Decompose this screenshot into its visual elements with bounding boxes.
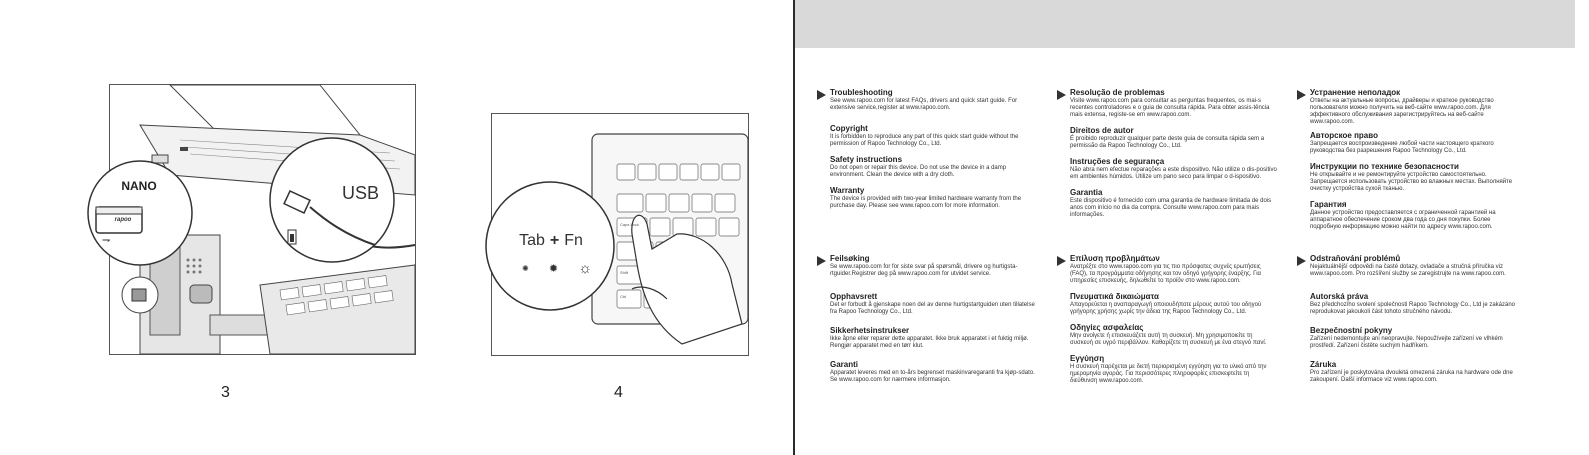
- usb-symbol-icon: ⇁: [102, 235, 111, 246]
- heading-opphavsrett: Opphavsrett: [830, 292, 878, 301]
- bullet-arrow-icon: [817, 90, 826, 100]
- text-odigies: Μην ανοίγετε ή επισκευάζετε αυτή τη συσκευή. Μη χρησιμοποιείτε τη συσκευή σε υγρό περιβάλλον. Καθαρίζετε τη συσκευή με ένα στεγνό πανί.: [1070, 333, 1267, 346]
- heading-copyright: Copyright: [830, 124, 868, 133]
- heading-ustranenie: Устранение неполадок: [1310, 88, 1401, 97]
- bullet-arrow-icon: [1057, 256, 1066, 266]
- text-safety: Do not open or repair this device. Do not use the device in a damp environment. Clean the device with a dry cloth.: [830, 165, 1007, 178]
- bullet-arrow-icon: [817, 256, 826, 266]
- page-number-4: 4: [614, 384, 623, 401]
- usb-label: USB: [342, 183, 380, 203]
- text-odstranovani: Nejaktuálnější odpovědi na časté dotazy, ovladače a stručná příručka viz www.rapoo.com. Pro rozšíření služby se zaregistrujte na www.rapoo.com.: [1310, 264, 1506, 277]
- text-resolucao: Visite www.rapoo.com para consultar as perguntas frequentes, os mai-s recentes controladores e o guia de consulta rápida. Para obter assis-tência mais extensa, registe-se em www.rapoo.com.: [1070, 98, 1270, 118]
- heading-safety: Safety instructions: [830, 155, 903, 164]
- text-avtorskoe: Запрещается воспроизведение любой части настоящего краткого руководства без разрешения Rapoo Technology Co., Ltd.: [1310, 141, 1494, 154]
- heading-pnevmatika: Πνευματικά δικαιώματα: [1070, 292, 1159, 301]
- text-warranty: The device is provided with two-year limited hardware warranty from the purchase day. Please see www.rapoo.com for more information.: [830, 196, 1022, 209]
- heading-instrucoes: Instruções de segurança: [1070, 157, 1165, 166]
- bullet-arrow-icon: [1297, 90, 1306, 100]
- heading-garantiya: Гарантия: [1310, 200, 1347, 209]
- text-instrucoes: Não abra nem efectue reparações a este dispositivo. Não utilize o dis-positivo em ambientes húmidos. Utilize um pano seco para limpar o d-ispositivo.: [1070, 167, 1277, 180]
- key-caps-lock: Caps Lock: [620, 222, 639, 227]
- shortcut-combo: [492, 232, 610, 250]
- heading-odstranovani: Odstraňování problémů: [1310, 254, 1401, 263]
- heading-odigies: Οδηγίες ασφαλείας: [1070, 323, 1144, 332]
- heading-direitos: Direitos de autor: [1070, 126, 1134, 135]
- heading-instrukcii: Инструкции по технике безопасности: [1310, 162, 1459, 171]
- heading-garanti: Garanti: [830, 360, 859, 369]
- heading-troubleshooting: Troubleshooting: [830, 88, 893, 97]
- text-autorska: Bez předchozího svolení společnosti Rapoo Technology Co., Ltd je zakázáno reprodukovat jakoukoli část tohoto stručného návodu.: [1310, 302, 1516, 315]
- text-troubleshooting: See www.rapoo.com for latest FAQs, drivers and quick start guide. For extensive service,register at www.rapoo.com.: [830, 98, 1018, 111]
- figure-backlight-shortcut: [491, 113, 749, 356]
- bullet-arrow-icon: [1297, 256, 1306, 266]
- key-shift: Shift: [620, 270, 629, 275]
- heading-feilsoking: Feilsøking: [830, 254, 870, 263]
- text-sikkerhet: Ikke åpne eller reparer dette apparatet. Ikke bruk apparatet i et fuktig miljø. Rengjør apparatet med en tørr klut.: [830, 336, 1029, 349]
- fn-key-label: Fn: [564, 232, 583, 249]
- text-bezpecnostni: Zařízení nedemontujte ani neopravujte. Nepoužívejte zařízení ve vlhkém prostředí. Zařízení čistěte suchým hadříkem.: [1310, 336, 1503, 349]
- heading-avtorskoe: Авторское право: [1310, 131, 1378, 140]
- text-engyisi: Η συσκευή παρέχεται με διετή περιορισμένη εγγύηση για το υλικό από την ημερομηνία αγοράς. Για περισσότερες πληροφορίες επισκεφτείτε τη διεύθυνση www.rapoo.com.: [1070, 364, 1267, 384]
- brightness-dim-icon: ✺: [522, 264, 529, 273]
- tab-key-label: Tab: [519, 232, 545, 249]
- section-pt: [1057, 88, 1277, 226]
- plus-sign: +: [549, 232, 560, 249]
- right-page: [795, 0, 1589, 455]
- section-el: [1057, 254, 1277, 392]
- brightness-high-icon: ☼: [578, 260, 592, 277]
- text-garanti: Apparatet leveres med en to-års begrenset maskinvaregaranti fra kjøp-sdato. Se www.rapoo.com for nærmere informasjon.: [830, 370, 1035, 383]
- heading-sikkerhet: Sikkerhetsinstrukser: [830, 326, 910, 335]
- laptop-and-pc-illustration: [110, 85, 415, 354]
- text-ustranenie: Ответы на актуальные вопросы, драйверы и краткое руководство пользователя можно получить на веб-сайте www.rapoo.com. Для эффективного обслуживания зарегистрируйтесь на веб-сайте www.rapoo.com.: [1310, 98, 1494, 125]
- left-page: [0, 0, 792, 455]
- heading-warranty: Warranty: [830, 186, 865, 195]
- text-zaruka: Pro zařízení je poskytována dvouletá omezená záruka na hardware ode dne zakoupení. Další informace viz www.rapoo.com.: [1310, 370, 1513, 383]
- figure-receiver-install: [102, 84, 416, 355]
- heading-engyisi: Εγγύηση: [1070, 354, 1105, 363]
- heading-resolucao: Resolução de problemas: [1070, 88, 1165, 97]
- dongle-brand: rapoo: [114, 217, 132, 223]
- text-garantia-pt: Este dispositivo é fornecido com uma garantia de hardware limitada de dois anos com início no dia da compra. Consulte www.rapoo.com para mais informações.: [1070, 198, 1272, 218]
- heading-bezpecnostni: Bezpečnostní pokyny: [1310, 326, 1393, 335]
- nano-label: NANO: [121, 179, 157, 193]
- key-ctrl: Ctrl: [620, 294, 627, 299]
- text-instrukcii: Не открывайте и не ремонтируйте устройство самостоятельно. Запрещается использовать устройство во влажных местах. Выполняйте очистку устройства сухой тканью.: [1310, 172, 1513, 192]
- grey-header-band: [795, 0, 1575, 48]
- text-direitos: É proibido reproduzir qualquer parte deste guia de consulta rápida sem a permissão da Rapoo Technology Co., Ltd.: [1070, 136, 1265, 149]
- brightness-icons: [522, 260, 592, 277]
- text-garantiya: Данное устройство предоставляется с ограниченной гарантией на аппаратное обеспечение сроком два года со дня покупки. Более подробную информацию можно найти по адресу www.rapoo.com.: [1310, 210, 1496, 230]
- page-number-3: 3: [221, 384, 230, 401]
- section-en: [817, 88, 1037, 217]
- heading-zaruka: Záruka: [1310, 360, 1337, 369]
- brightness-mid-icon: ✹: [548, 263, 559, 275]
- text-epilysi: Ανατρέξτε στο www.rapoo.com για τις πιο πρόσφατες συχνές ερωτήσεις (FAQ), τα προγράμματα οδήγησης και τον οδηγό γρήγορης έναρξης. Για υπηρεσίες επισκευής, δηλωθείτε το προϊόν στο www.rapoo.com.: [1070, 264, 1262, 284]
- section-no: [817, 254, 1037, 391]
- text-pnevmatika: Απαγορεύεται η αναπαραγωγή οποιουδήποτε μέρους αυτού του οδηγού γρήγορης χρήσης χωρίς την άδεια της Rapoo Technology Co., Ltd.: [1070, 302, 1262, 315]
- text-feilsoking: Se www.rapoo.com for for siste svar på spørsmål, drivere og hurtigsta-rtguider.Registrer deg på www.rapoo.com for utvidet service.: [830, 264, 1018, 277]
- heading-epilysi: Επίλυση προβλημάτων: [1070, 254, 1160, 263]
- heading-garantia-pt: Garantia: [1070, 188, 1103, 197]
- section-ru: [1297, 88, 1522, 238]
- text-opphavsrett: Det er forbudt å gjenskape noen del av denne hurtigstartguiden uten tillatelse fra Rapoo Technology Co., Ltd.: [830, 302, 1035, 315]
- bullet-arrow-icon: [1057, 90, 1066, 100]
- text-copyright: It is forbidden to reproduce any part of this quick start guide without the permission of Rapoo Technology Co., Ltd.: [830, 134, 1019, 147]
- heading-autorska: Autorská práva: [1310, 292, 1369, 301]
- section-cs: [1297, 254, 1522, 391]
